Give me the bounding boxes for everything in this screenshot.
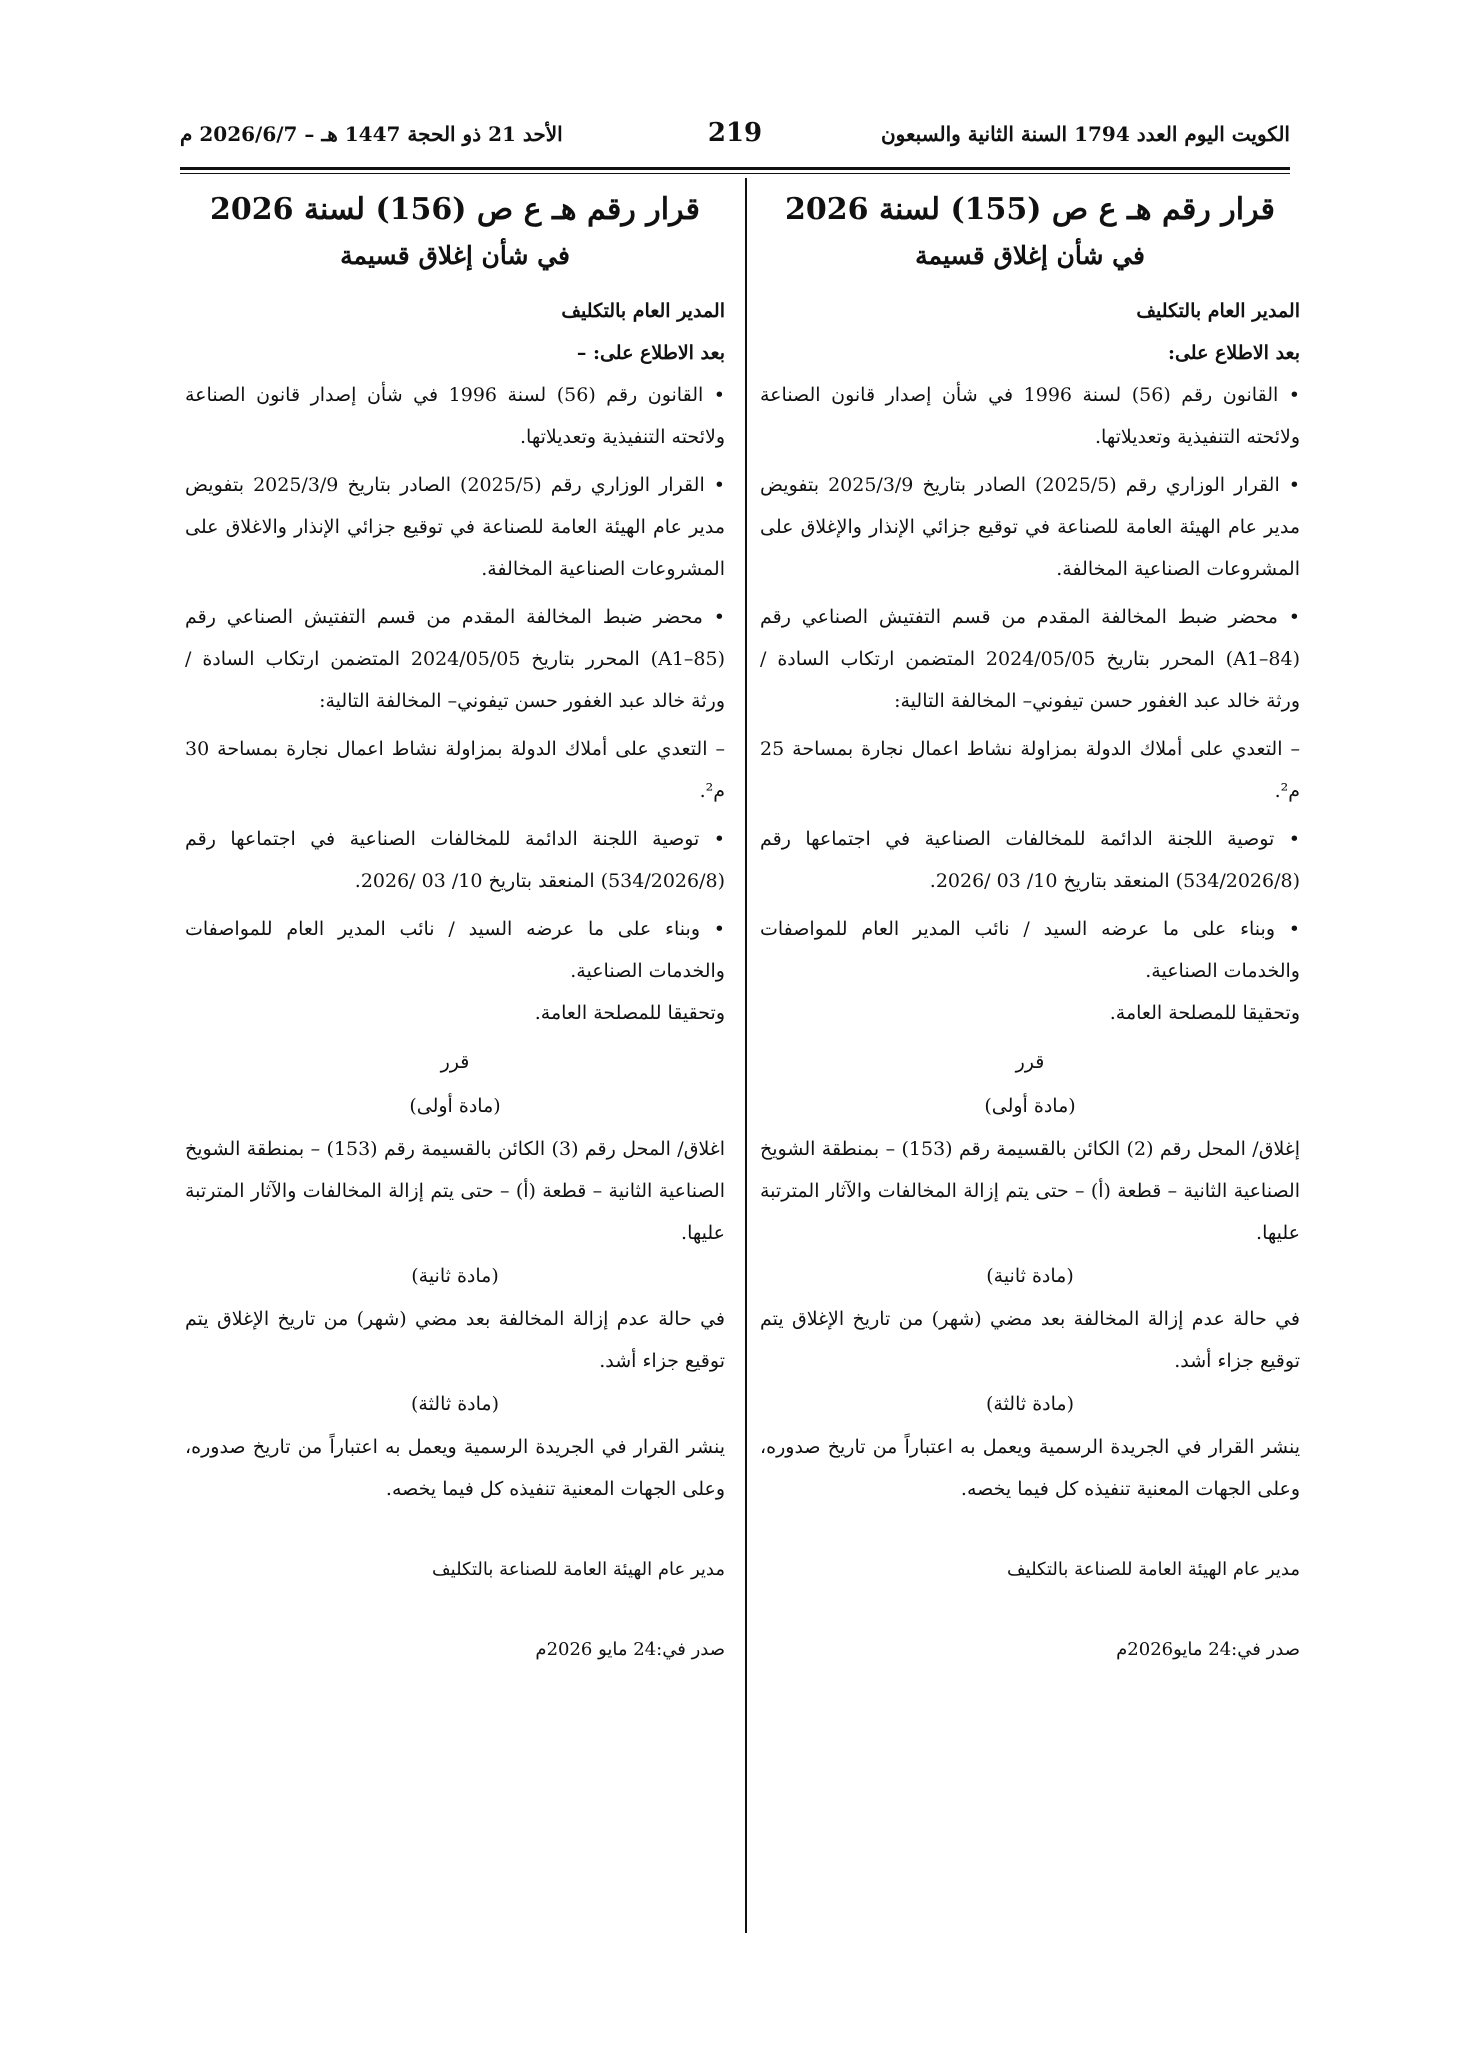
column-divider <box>745 178 747 1933</box>
article-heading: (مادة ثانية) <box>986 1265 1074 1287</box>
article-text: إغلاق/ المحل رقم (2) الكائن بالقسيمة رقم (153) – بمنطقة الشويخ الصناعية الثانية – قطعة (أ) – حتى يتم إزالة المخالفات والآثار المترتبة عليها. <box>760 1138 1300 1244</box>
preamble-item: • محضر ضبط المخالفة المقدم من قسم التفتيش الصناعي رقم (A1–84) المحرر بتاريخ 2024/05/05 المتضمن ارتكاب السادة / ورثة خالد عبد الغفور حسن تيفوني– المخالفة التالية: <box>760 606 1301 712</box>
article-text: في حالة عدم إزالة المخالفة بعد مضي (شهر) من تاريخ الإغلاق يتم توقيع جزاء أشد. <box>185 1308 725 1372</box>
signature-line: مدير عام الهيئة العامة للصناعة بالتكليف <box>1007 1559 1300 1580</box>
article-text: ينشر القرار في الجريدة الرسمية ويعمل به اعتباراً من تاريخ صدوره، وعلى الجهات المعنية تنفيذه كل فيما يخصه. <box>760 1436 1300 1500</box>
gazette-issue-info: الكويت اليوم العدد 1794 السنة الثانية والسبعون <box>880 122 1290 146</box>
issued-date: صدر في:24 مايو2026م <box>1116 1639 1300 1660</box>
preamble-item: • القرار الوزاري رقم (2025/5) الصادر بتاريخ 2025/3/9 بتفويض مدير عام الهيئة العامة للصناعة في توقيع جزائي الإنذار والاغلاق على المشروعات الصناعية المخالفة. <box>185 474 725 580</box>
decision-156-column <box>185 180 725 1670</box>
article-heading: (مادة ثالثة) <box>985 1393 1075 1415</box>
decision-title: قرار رقم هـ ع ص (156) لسنة 2026 <box>210 192 700 227</box>
article-heading: (مادة ثانية) <box>411 1265 499 1287</box>
public-interest-line: وتحقيقا للمصلحة العامة. <box>1109 1002 1300 1024</box>
public-interest-line: وتحقيقا للمصلحة العامة. <box>534 1002 725 1024</box>
violation-line: – التعدي على أملاك الدولة بمزاولة نشاط اعمال نجارة بمساحة 25 م². <box>760 738 1300 802</box>
decision-title: قرار رقم هـ ع ص (155) لسنة 2026 <box>785 192 1275 227</box>
issuer-line: المدير العام بالتكليف <box>1136 300 1300 322</box>
article-text: اغلاق/ المحل رقم (3) الكائن بالقسيمة رقم (153) – بمنطقة الشويخ الصناعية الثانية – قطعة (أ) – حتى يتم إزالة المخالفات والآثار المترتبة عليها. <box>185 1138 725 1244</box>
issue-date: الأحد 21 ذو الحجة 1447 هـ – 2026/6/7 م <box>180 122 563 146</box>
after-review-line: بعد الاطلاع على: – <box>576 342 725 364</box>
article-heading: (مادة أولى) <box>984 1095 1076 1117</box>
preamble-item: • محضر ضبط المخالفة المقدم من قسم التفتيش الصناعي رقم (A1–85) المحرر بتاريخ 2024/05/05 المتضمن ارتكاب السادة / ورثة خالد عبد الغفور حسن تيفوني– المخالفة التالية: <box>185 606 726 712</box>
article-text: في حالة عدم إزالة المخالفة بعد مضي (شهر) من تاريخ الإغلاق يتم توقيع جزاء أشد. <box>760 1308 1300 1372</box>
decided-heading: قرر <box>1015 1051 1045 1073</box>
preamble-item: • توصية اللجنة الدائمة للمخالفات الصناعية في اجتماعها رقم (534/2026/8) المنعقد بتاريخ 10/ 03 /2026. <box>185 828 725 892</box>
header-rule-thick <box>180 167 1290 170</box>
article-text: ينشر القرار في الجريدة الرسمية ويعمل به اعتباراً من تاريخ صدوره، وعلى الجهات المعنية تنفيذه كل فيما يخصه. <box>185 1436 725 1500</box>
decision-subtitle: في شأن إغلاق قسيمة <box>340 241 570 270</box>
preamble-item: • وبناء على ما عرضه السيد / نائب المدير العام للمواصفات والخدمات الصناعية. <box>185 918 725 982</box>
header-rule-thin <box>180 173 1290 174</box>
signature-line: مدير عام الهيئة العامة للصناعة بالتكليف <box>432 1559 725 1580</box>
issued-date: صدر في:24 مايو 2026م <box>535 1639 725 1660</box>
preamble-item: • وبناء على ما عرضه السيد / نائب المدير العام للمواصفات والخدمات الصناعية. <box>760 918 1300 982</box>
article-heading: (مادة أولى) <box>409 1095 501 1117</box>
preamble-item: • القانون رقم (56) لسنة 1996 في شأن إصدار قانون الصناعة ولائحته التنفيذية وتعديلاتها. <box>185 384 726 448</box>
page-number: 219 <box>707 118 763 148</box>
violation-line: – التعدي على أملاك الدولة بمزاولة نشاط اعمال نجارة بمساحة 30 م². <box>185 738 725 802</box>
issuer-line: المدير العام بالتكليف <box>561 300 725 322</box>
preamble-item: • القانون رقم (56) لسنة 1996 في شأن إصدار قانون الصناعة ولائحته التنفيذية وتعديلاتها. <box>760 384 1301 448</box>
decided-heading: قرر <box>440 1051 470 1073</box>
after-review-line: بعد الاطلاع على: <box>1167 342 1300 364</box>
preamble-item: • توصية اللجنة الدائمة للمخالفات الصناعية في اجتماعها رقم (534/2026/8) المنعقد بتاريخ 10/ 03 /2026. <box>760 828 1300 892</box>
decision-155-column <box>760 180 1300 1670</box>
page-header <box>180 118 1290 158</box>
article-heading: (مادة ثالثة) <box>410 1393 500 1415</box>
preamble-item: • القرار الوزاري رقم (2025/5) الصادر بتاريخ 2025/3/9 بتفويض مدير عام الهيئة العامة للصناعة في توقيع جزائي الإنذار والإغلاق على المشروعات الصناعية المخالفة. <box>760 474 1300 580</box>
decision-subtitle: في شأن إغلاق قسيمة <box>915 241 1145 270</box>
